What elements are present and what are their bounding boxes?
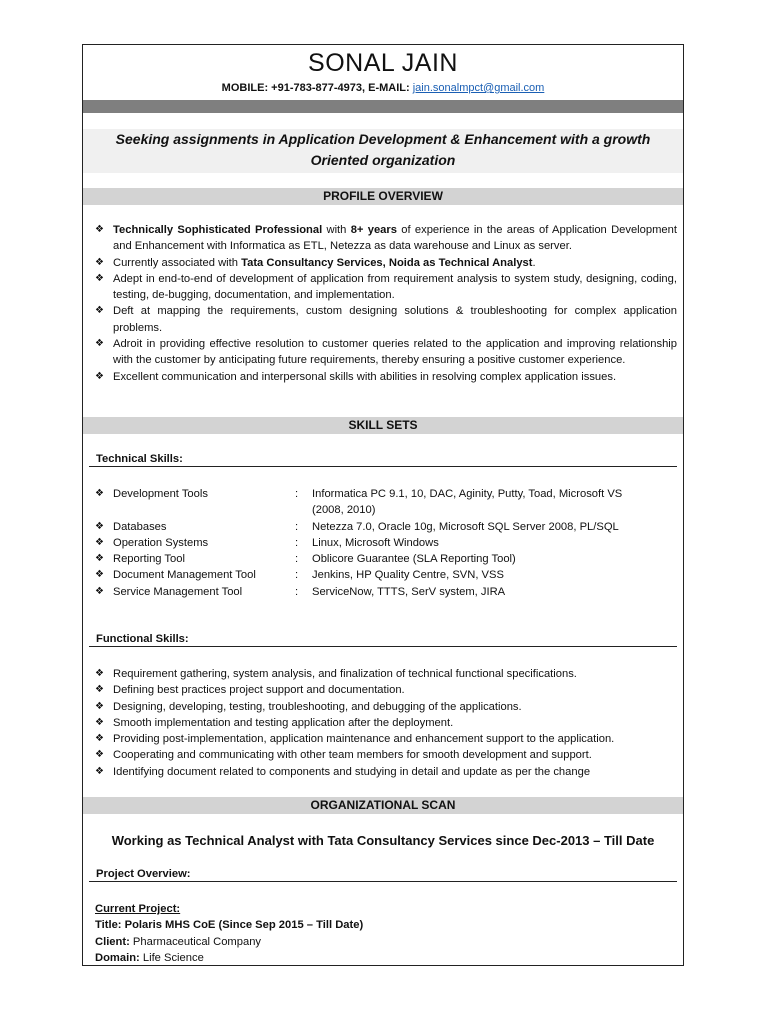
technical-skill-row: ❖ Databases : Netezza 7.0, Oracle 10g, Microsoft SQL Server 2008, PL/SQL (89, 519, 647, 535)
functional-skill-item: ❖ Designing, developing, testing, troubleshooting, and debugging of the applications. (89, 699, 677, 715)
current-project-block (95, 901, 363, 966)
header-divider-bar (83, 100, 683, 113)
diamond-bullet-icon: ❖ (95, 224, 104, 235)
diamond-bullet-icon: ❖ (95, 733, 104, 745)
diamond-bullet-icon: ❖ (95, 765, 104, 777)
skill-value: ServiceNow, TTTS, SerV system, JIRA (312, 585, 506, 598)
functional-skills-heading: Functional Skills: (89, 633, 677, 647)
profile-list (89, 222, 677, 385)
technical-skill-row: ❖ Document Management Tool : Jenkins, HP Quality Centre, SVN, VSS (89, 567, 647, 583)
diamond-bullet-icon: ❖ (95, 272, 104, 284)
email-link[interactable]: jain.sonalmpct@gmail.com (412, 82, 545, 94)
diamond-bullet-icon: ❖ (95, 668, 104, 679)
objective-box (83, 129, 683, 173)
technical-skill-row: ❖ Operation Systems : Linux, Microsoft Windows (89, 535, 647, 551)
diamond-bullet-icon: ❖ (95, 338, 104, 350)
profile-item: ❖ Excellent communication and interpersonal skills with abilities in resolving complex application issues. (89, 369, 677, 385)
current-project-label: Current Project: (95, 903, 181, 915)
functional-skill-item: ❖ Smooth implementation and testing application after the deployment. (89, 715, 677, 731)
skill-sets-header: SKILL SETS (83, 417, 683, 434)
technical-skills-list (89, 486, 647, 600)
skill-value: Jenkins, HP Quality Centre, SVN, VSS (312, 569, 504, 582)
project-client: Client: Pharmaceutical Company (95, 935, 262, 948)
candidate-name: SONAL JAIN (308, 49, 458, 77)
profile-overview-header: PROFILE OVERVIEW (83, 188, 683, 205)
functional-skill-item: ❖ Requirement gathering, system analysis, and finalization of technical functional specifications. (89, 666, 677, 682)
skill-value: Informatica PC 9.1, 10, DAC, Aginity, Putty, Toad, Microsoft VS (2008, 2010) (312, 488, 623, 517)
technical-skills-heading: Technical Skills: (89, 453, 677, 467)
diamond-bullet-icon: ❖ (95, 488, 104, 499)
diamond-bullet-icon: ❖ (95, 370, 104, 382)
diamond-bullet-icon: ❖ (95, 536, 104, 548)
skill-name: Operation Systems (113, 536, 209, 549)
contact-label: MOBILE: +91-783-877-4973, E-MAIL: (221, 82, 413, 94)
functional-skill-item: ❖ Providing post-implementation, application maintenance and enhancement support to the application. (89, 731, 677, 747)
profile-item: ❖ Adroit in providing effective resolution to customer queries related to the application and improving relationship with the customer by anticipating future requirements, thereby ensuring a positive customer experience. (95, 338, 677, 367)
diamond-bullet-icon: ❖ (95, 256, 104, 268)
skill-value: Netezza 7.0, Oracle 10g, Microsoft SQL Server 2008, PL/SQL (312, 520, 619, 533)
objective-line-1: Seeking assignments in Application Development & Enhancement with a growth (115, 131, 651, 147)
diamond-bullet-icon: ❖ (95, 305, 104, 317)
functional-skill-item: ❖ Defining best practices project support and documentation. (89, 682, 677, 698)
technical-skill-row: ❖ Development Tools : Informatica PC 9.1, 10, DAC, Aginity, Putty, Toad, Microsoft VS (2008, 2010) (89, 486, 647, 519)
profile-item: ❖ Currently associated with Tata Consultancy Services, Noida as Technical Analyst. (89, 255, 677, 271)
skill-name: Databases (113, 520, 167, 533)
diamond-bullet-icon: ❖ (95, 520, 104, 532)
functional-skill-item: ❖ Cooperating and communicating with other team members for smooth development and support. (89, 747, 677, 763)
resume-page (82, 44, 684, 966)
diamond-bullet-icon: ❖ (95, 749, 104, 761)
contact-line (83, 82, 683, 94)
profile-item: ❖ Technically Sophisticated Professional with 8+ years of experience in the areas of Application Development and Enhancement with Informatica as ETL, Netezza as data warehouse and Linux as server. (95, 224, 677, 253)
skill-name: Reporting Tool (113, 553, 185, 566)
project-overview-heading: Project Overview: (89, 868, 677, 882)
diamond-bullet-icon: ❖ (95, 585, 104, 597)
functional-skill-item: ❖ Identifying document related to components and studying in detail and update as per the change (89, 764, 677, 780)
profile-item: ❖ Adept in end-to-end of development of application from requirement analysis to system study, designing, coding, testing, de-bugging, documentation, and implementation. (95, 272, 677, 302)
functional-skills-list (89, 666, 677, 780)
skill-value: Oblicore Guarantee (SLA Reporting Tool) (312, 553, 516, 566)
technical-skill-row: ❖ Service Management Tool : ServiceNow, TTTS, SerV system, JIRA (89, 584, 647, 600)
project-title: Title: Polaris MHS CoE (Since Sep 2015 – Till Date) (95, 919, 364, 932)
skill-name: Service Management Tool (113, 585, 243, 598)
skill-name: Document Management Tool (113, 569, 256, 582)
project-domain: Domain: Life Science (95, 951, 204, 964)
skill-value: Linux, Microsoft Windows (312, 536, 439, 549)
diamond-bullet-icon: ❖ (95, 684, 104, 696)
objective-line-2: Oriented organization (310, 152, 456, 168)
profile-item: ❖ Deft at mapping the requirements, custom designing solutions & troubleshooting for complex application problems. (95, 305, 677, 334)
organizational-scan-header: ORGANIZATIONAL SCAN (83, 797, 683, 814)
diamond-bullet-icon: ❖ (95, 569, 104, 581)
skill-name: Development Tools (113, 488, 208, 500)
diamond-bullet-icon: ❖ (95, 716, 104, 728)
diamond-bullet-icon: ❖ (95, 553, 104, 565)
diamond-bullet-icon: ❖ (95, 700, 104, 712)
technical-skill-row: ❖ Reporting Tool : Oblicore Guarantee (SLA Reporting Tool) (89, 551, 647, 567)
employment-statement: Working as Technical Analyst with Tata Consultancy Services since Dec-2013 – Till Date (111, 833, 655, 848)
